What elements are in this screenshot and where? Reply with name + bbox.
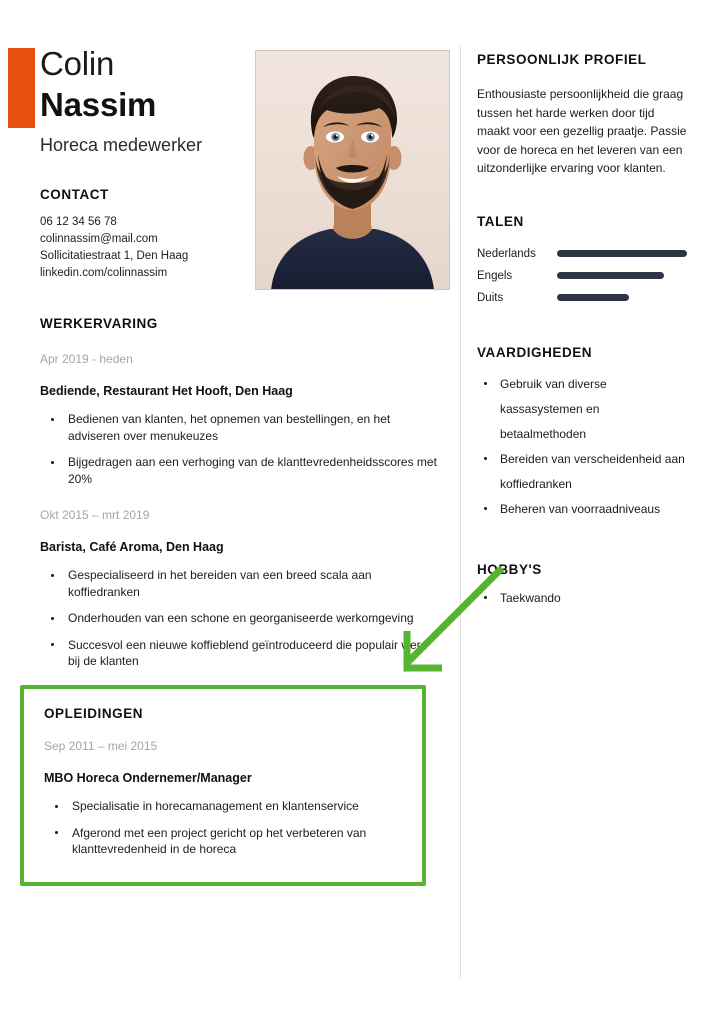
languages-section (477, 214, 687, 309)
list-item: Bijgedragen aan een verhoging van de klanttevredenheidsscores met 20% (40, 454, 440, 487)
list-item: Gespecialiseerd in het bereiden van een breed scala aan koffiedranken (40, 567, 440, 600)
list-item: Specialisatie in horecamanagement en klantenservice (44, 798, 424, 815)
work-entry (40, 351, 440, 487)
work-entry-bullets (40, 567, 440, 670)
skills-list (477, 372, 687, 522)
education-heading: OPLEIDINGEN (44, 706, 144, 721)
last-name: Nassim (40, 86, 157, 123)
language-bar-track (557, 250, 687, 257)
profile-heading: PERSOONLIJK PROFIEL (477, 52, 647, 67)
work-experience-section (40, 316, 440, 670)
language-name: Engels (477, 269, 513, 282)
language-bar-track (557, 272, 687, 279)
language-bar-fill (557, 272, 664, 279)
list-item: Taekwando (477, 589, 687, 607)
first-name: Colin (40, 45, 115, 82)
work-entry-date: Apr 2019 - heden (40, 352, 133, 366)
work-entry-date: Okt 2015 – mrt 2019 (40, 508, 150, 522)
hobbies-heading: HOBBY'S (477, 561, 542, 577)
skills-section (477, 345, 687, 522)
column-divider (460, 46, 461, 978)
orange-accent-block (8, 48, 35, 128)
contact-heading: CONTACT (40, 187, 109, 202)
language-bar-fill (557, 250, 687, 257)
hobbies-list (477, 589, 687, 607)
hobbies-section (477, 562, 687, 607)
list-item: Gebruik van diverse kassasystemen en betaalmethoden (477, 372, 687, 447)
language-row (477, 287, 687, 309)
list-item: Onderhouden van een schone en georganiseerde werkomgeving (40, 610, 440, 627)
language-bar-fill (557, 294, 629, 301)
education-section (44, 706, 424, 868)
work-experience-heading: WERKERVARING (40, 316, 158, 331)
contact-address: Sollicitatiestraat 1, Den Haag (40, 250, 189, 262)
education-title: MBO Horeca Ondernemer/Manager (44, 771, 252, 785)
profile-photo (255, 50, 450, 290)
language-bar-track (557, 294, 687, 301)
language-name: Duits (477, 291, 504, 304)
skills-heading: VAARDIGHEDEN (477, 344, 593, 360)
education-date: Sep 2011 – mei 2015 (44, 739, 158, 753)
work-entry-title: Bediende, Restaurant Het Hooft, Den Haag (40, 384, 293, 398)
language-row (477, 265, 687, 287)
list-item: Succesvol een nieuwe koffieblend geïntroduceerd die populair werd bij de klanten (40, 637, 440, 670)
list-item: Bedienen van klanten, het opnemen van bestellingen, en het adviseren over menukeuzes (40, 411, 440, 444)
profile-text: Enthousiaste persoonlijkheid die graag tussen het harde werken door tijd maakt voor een gezellig praatje. Passie voor de horeca en het leveren van een uitzonderlijke ervaring voor klanten. (477, 87, 687, 175)
contact-email[interactable]: colinnassim@mail.com (40, 233, 158, 245)
language-name: Nederlands (477, 247, 536, 260)
languages-list (477, 243, 687, 309)
list-item: Bereiden van verscheidenheid aan koffiedranken (477, 447, 687, 497)
list-item: Beheren van voorraadniveaus (477, 497, 687, 522)
education-bullets (44, 798, 424, 858)
work-entry (40, 507, 440, 670)
work-entry-bullets (40, 411, 440, 487)
portrait-illustration (255, 50, 450, 290)
contact-linkedin[interactable]: linkedin.com/colinnassim (40, 267, 168, 279)
languages-heading: TALEN (477, 213, 524, 229)
work-entry-title: Barista, Café Aroma, Den Haag (40, 540, 224, 554)
contact-phone: 06 12 34 56 78 (40, 216, 117, 228)
list-item: Afgerond met een project gericht op het verbeteren van klanttevredenheid in de horeca (44, 825, 424, 858)
profile-section (477, 52, 687, 178)
language-row (477, 243, 687, 265)
job-title: Horeca medewerker (40, 135, 203, 155)
right-column (477, 52, 687, 607)
